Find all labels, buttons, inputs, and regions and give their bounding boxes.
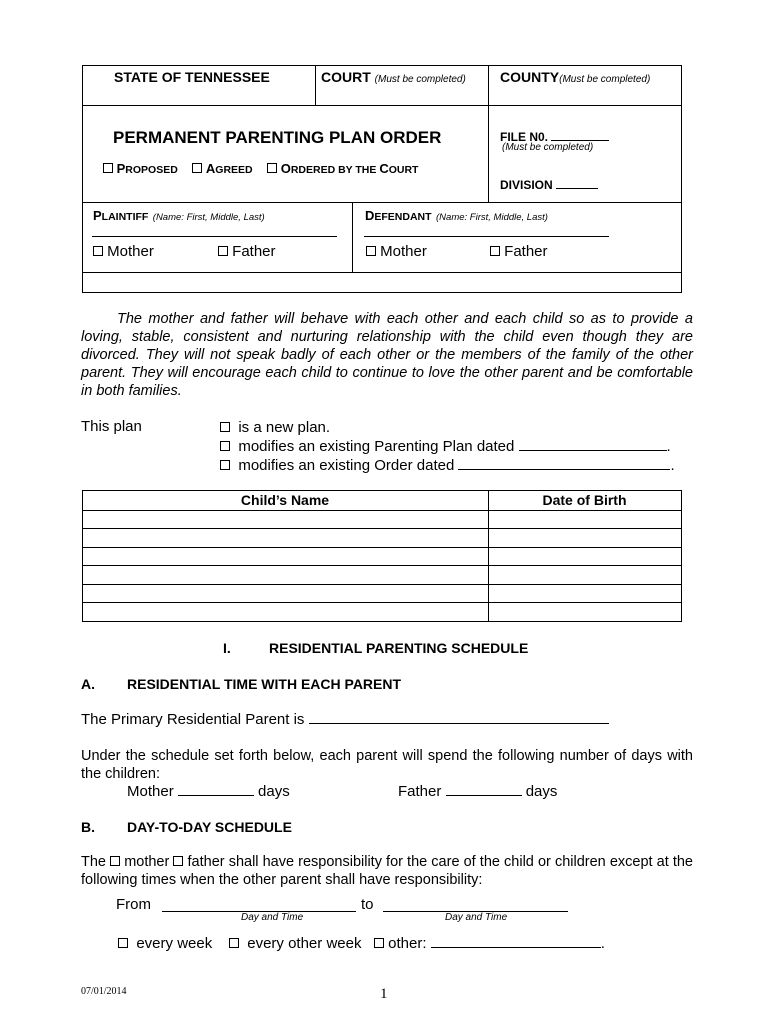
defendant-mother-option[interactable]: Mother (366, 243, 427, 260)
mother-days-field[interactable]: Mother days (127, 783, 290, 800)
agreed-checkbox[interactable] (192, 163, 202, 173)
county-field[interactable] (500, 69, 650, 85)
plaintiff-label: PLAINTIFF (Name: First, Middle, Last) (93, 208, 265, 223)
section-b-title: DAY-TO-DAY SCHEDULE (127, 819, 292, 835)
page-title: PERMANENT PARENTING PLAN ORDER (113, 128, 442, 147)
mother-days-blank[interactable] (178, 783, 254, 796)
plan-label: This plan (81, 418, 142, 435)
county-label: COUNTY (500, 69, 560, 85)
section-a-title: RESIDENTIAL TIME WITH EACH PARENT (127, 676, 402, 692)
table-row[interactable] (83, 529, 488, 546)
plan-option-new[interactable]: is a new plan. (220, 418, 675, 437)
court-field[interactable] (321, 69, 466, 85)
court-note: (Must be completed) (374, 74, 466, 85)
plan-modifies-plan-checkbox[interactable] (220, 441, 230, 451)
plan-date-blank[interactable] (519, 438, 667, 451)
plan-modifies-order-checkbox[interactable] (220, 460, 230, 470)
agreed-option[interactable]: AGREED (192, 161, 252, 176)
to-label: to (361, 896, 374, 913)
table-row[interactable] (83, 548, 488, 565)
other-checkbox[interactable] (374, 938, 384, 948)
plaintiff-father-option[interactable]: Father (218, 243, 276, 260)
order-date-blank[interactable] (458, 457, 670, 470)
father-days-field[interactable]: Father days (398, 783, 558, 800)
table-row[interactable] (83, 566, 488, 583)
division-label: DIVISION (500, 178, 553, 192)
proposed-checkbox[interactable] (103, 163, 113, 173)
ordered-checkbox[interactable] (267, 163, 277, 173)
plan-new-checkbox[interactable] (220, 422, 230, 432)
section-1-title: RESIDENTIAL PARENTING SCHEDULE (269, 640, 529, 656)
to-day-time-hint: Day and Time (445, 912, 508, 923)
footer-date: 07/01/2014 (81, 986, 127, 997)
section-1-number: I. (223, 640, 231, 656)
responsibility-father-checkbox[interactable] (173, 856, 183, 866)
from-label: From (116, 896, 151, 913)
file-label: FILE N0. (500, 130, 549, 144)
plan-option-modifies-order[interactable]: modifies an existing Order dated . (220, 456, 675, 475)
primary-parent-field[interactable] (81, 711, 609, 728)
intro-paragraph: The mother and father will behave with each other and each child so as to provide a loving, stable, consistent and nurturing relationship with the child even though they are divorced. They will not speak badly of each other or the members of the family of the other parent. They will encourage each child to continue to love the other parent and be comfortable in both families. (81, 311, 693, 399)
other-blank[interactable] (431, 935, 601, 948)
ordered-option[interactable]: ORDERED BY THE COURT (267, 161, 418, 176)
every-week-checkbox[interactable] (118, 938, 128, 948)
other-option[interactable]: other: . (374, 935, 605, 952)
father-days-blank[interactable] (446, 783, 522, 796)
every-other-week-checkbox[interactable] (229, 938, 239, 948)
defendant-name-line[interactable] (364, 236, 609, 237)
table-header-child-name: Child’s Name (240, 492, 330, 508)
responsibility-text: The mother father shall have responsibility for the care of the child or children except at the following times when the other parent shall have responsibility: (81, 854, 693, 888)
every-week-option[interactable]: every week (118, 935, 212, 952)
file-note: (Must be completed) (502, 142, 594, 153)
plan-options (220, 418, 675, 475)
section-b-letter: B. (81, 819, 95, 835)
defendant-father-checkbox[interactable] (490, 246, 500, 256)
order-type-options (103, 161, 418, 176)
page-number: 1 (380, 986, 388, 1002)
plaintiff-mother-checkbox[interactable] (93, 246, 103, 256)
plaintiff-father-checkbox[interactable] (218, 246, 228, 256)
primary-parent-blank[interactable] (309, 711, 609, 724)
file-number-blank[interactable] (551, 128, 609, 141)
court-label: COURT (321, 69, 371, 85)
plaintiff-name-line[interactable] (92, 236, 337, 237)
responsibility-mother-checkbox[interactable] (110, 856, 120, 866)
county-note: (Must be completed) (559, 74, 651, 85)
defendant-mother-checkbox[interactable] (366, 246, 376, 256)
section-a-letter: A. (81, 676, 95, 692)
table-row[interactable] (83, 585, 488, 602)
every-other-week-option[interactable]: every other week (229, 935, 362, 952)
division-blank[interactable] (556, 176, 598, 189)
primary-parent-label: The Primary Residential Parent is (81, 711, 305, 728)
frequency-options (118, 935, 605, 952)
defendant-father-option[interactable]: Father (490, 243, 548, 260)
division-field[interactable] (500, 176, 598, 192)
plaintiff-mother-option[interactable]: Mother (93, 243, 154, 260)
table-row[interactable] (83, 511, 488, 528)
schedule-text: Under the schedule set forth below, each parent will spend the following number of days with the children: (81, 748, 693, 782)
state-label: STATE OF TENNESSEE (114, 69, 270, 85)
table-header-dob: Date of Birth (542, 492, 627, 508)
table-row[interactable] (83, 603, 488, 620)
defendant-label: DEFENDANT (Name: First, Middle, Last) (365, 208, 548, 223)
from-day-time-hint: Day and Time (241, 912, 304, 923)
proposed-option[interactable]: PROPOSED (103, 161, 178, 176)
plan-option-modifies-plan[interactable]: modifies an existing Parenting Plan dated . (220, 437, 675, 456)
